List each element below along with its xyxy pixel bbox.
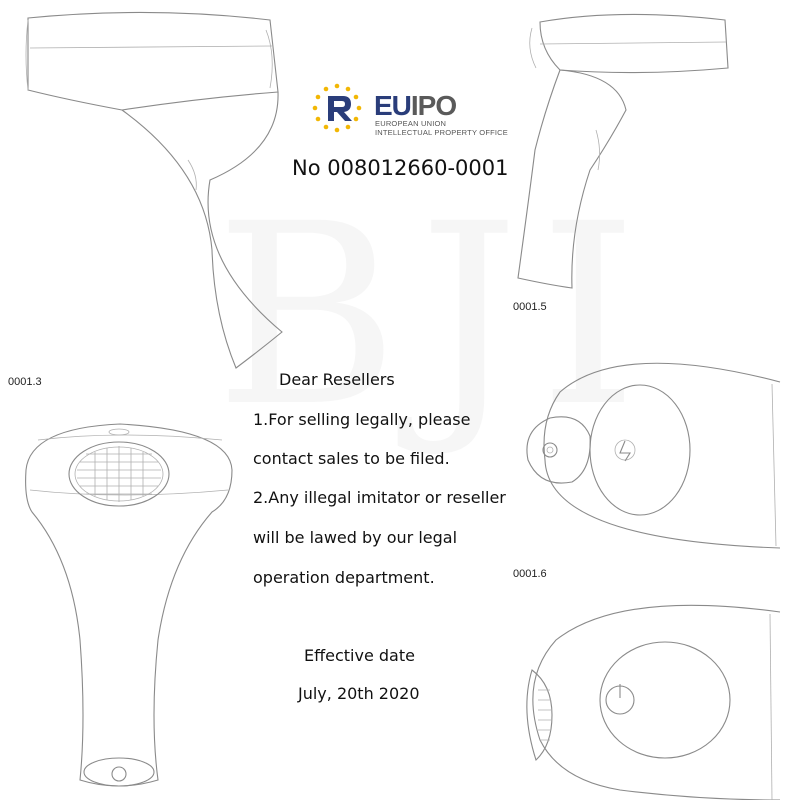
logo-ipo-text: IPO [410, 90, 457, 121]
effective-date-value: July, 20th 2020 [298, 684, 420, 703]
drawing-back-view [527, 605, 780, 800]
notice-line-4: will be lawed by our legal [253, 528, 458, 547]
drawing-top-view [527, 363, 780, 548]
drawing-side-view-right [518, 14, 728, 288]
drawing-side-view-left [26, 12, 282, 368]
figure-label-0001-3: 0001.3 [8, 376, 42, 388]
figure-label-0001-5: 0001.5 [513, 301, 547, 313]
notice-line-1: 1.For selling legally, please [253, 410, 471, 429]
effective-date-label: Effective date [304, 646, 415, 665]
logo-subtitle-line1: EUROPEAN UNION [375, 119, 447, 128]
logo-eu-text: EU [374, 90, 411, 121]
logo-subtitle-line2: INTELLECTUAL PROPERTY OFFICE [375, 128, 508, 137]
notice-line-2: contact sales to be filed. [253, 449, 450, 468]
notice-line-3: 2.Any illegal imitator or reseller [253, 488, 506, 507]
drawing-front-view [26, 424, 232, 786]
figure-label-0001-6: 0001.6 [513, 568, 547, 580]
euipo-logo [308, 80, 548, 140]
notice-line-5: operation department. [253, 568, 435, 587]
registration-number: No 008012660-0001 [292, 156, 509, 180]
notice-greeting: Dear Resellers [279, 370, 395, 389]
